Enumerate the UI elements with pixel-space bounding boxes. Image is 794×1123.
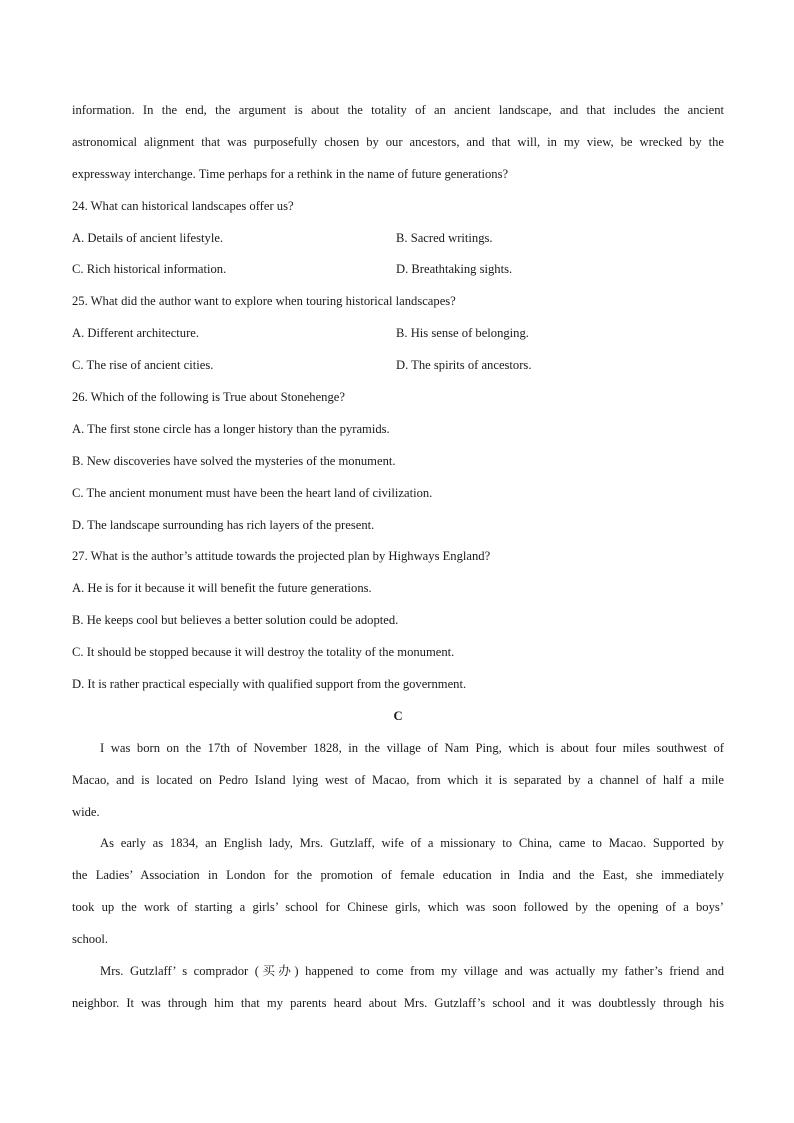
text-line: the Ladies’ Association in London for the promotion of female education in India and the East, she immediately — [72, 868, 724, 883]
section-c-title: C — [393, 708, 403, 723]
text-line: expressway interchange. Time perhaps for a rethink in the name of future generations? — [72, 166, 509, 181]
question-stem: 27. What is the author’s attitude towards the projected plan by Highways England? — [72, 549, 491, 564]
text-line: wide. — [72, 804, 100, 819]
text-line: Macao, and is located on Pedro Island lying west of Macao, from which it is separated by a channel of half a mile — [72, 772, 724, 787]
text-line: neighbor. It was through him that my parents heard about Mrs. Gutzlaff’s school and it was doubtlessly through his — [72, 995, 724, 1010]
option-c: C. The rise of ancient cities. — [72, 358, 214, 373]
option-row — [72, 354, 724, 386]
option-row — [72, 322, 724, 354]
text-line: astronomical alignment that was purposefully chosen by our ancestors, and that will, in my view, be wrecked by the — [72, 134, 724, 149]
question-24 — [72, 195, 724, 291]
option-c: C. It should be stopped because it will destroy the totality of the monument. — [72, 645, 455, 660]
text-line: information. In the end, the argument is about the totality of an ancient landscape, and that includes the ancient — [72, 103, 724, 117]
option-row — [72, 227, 724, 259]
section-c-paragraph-1 — [72, 737, 724, 833]
question-26 — [72, 386, 724, 545]
option-d: D. The landscape surrounding has rich layers of the present. — [72, 517, 375, 532]
option-d: D. The spirits of ancestors. — [396, 358, 532, 373]
option-a: A. The first stone circle has a longer history than the pyramids. — [72, 421, 390, 436]
question-25 — [72, 290, 724, 386]
text-line: Mrs. Gutzlaff’ s comprador (买办) happened to come from my village and was actually my father’s friend and — [100, 964, 724, 979]
option-row — [72, 258, 724, 290]
text-line: took up the work of starting a girls’ school for Chinese girls, which was soon followed by the opening of a boys’ — [72, 900, 724, 915]
text-line: As early as 1834, an English lady, Mrs. Gutzlaff, wife of a missionary to China, came to Macao. Supported by — [100, 836, 724, 851]
option-a: A. He is for it because it will benefit the future generations. — [72, 581, 372, 596]
option-b: B. He keeps cool but believes a better solution could be adopted. — [72, 613, 399, 628]
text-line: I was born on the 17th of November 1828, in the village of Nam Ping, which is about four miles southwest of — [100, 740, 724, 755]
option-b: B. His sense of belonging. — [396, 326, 529, 341]
option-b: B. New discoveries have solved the mysteries of the monument. — [72, 453, 396, 468]
option-d: D. Breathtaking sights. — [396, 262, 513, 277]
option-a: A. Different architecture. — [72, 326, 200, 341]
option-a: A. Details of ancient lifestyle. — [72, 230, 224, 245]
text-line: school. — [72, 932, 109, 947]
option-c: C. The ancient monument must have been the heart land of civilization. — [72, 485, 433, 500]
question-stem: 24. What can historical landscapes offer us? — [72, 198, 294, 213]
document-page — [72, 99, 724, 1024]
section-c-paragraph-3 — [72, 960, 724, 1024]
option-c: C. Rich historical information. — [72, 262, 227, 277]
section-c-paragraph-2 — [72, 832, 724, 960]
option-b: B. Sacred writings. — [396, 230, 493, 245]
question-27 — [72, 545, 724, 704]
question-stem: 26. Which of the following is True about Stonehenge? — [72, 390, 345, 405]
passage-b-ending — [72, 99, 724, 195]
option-d: D. It is rather practical especially with qualified support from the government. — [72, 677, 467, 692]
question-stem: 25. What did the author want to explore when touring historical landscapes? — [72, 294, 456, 309]
